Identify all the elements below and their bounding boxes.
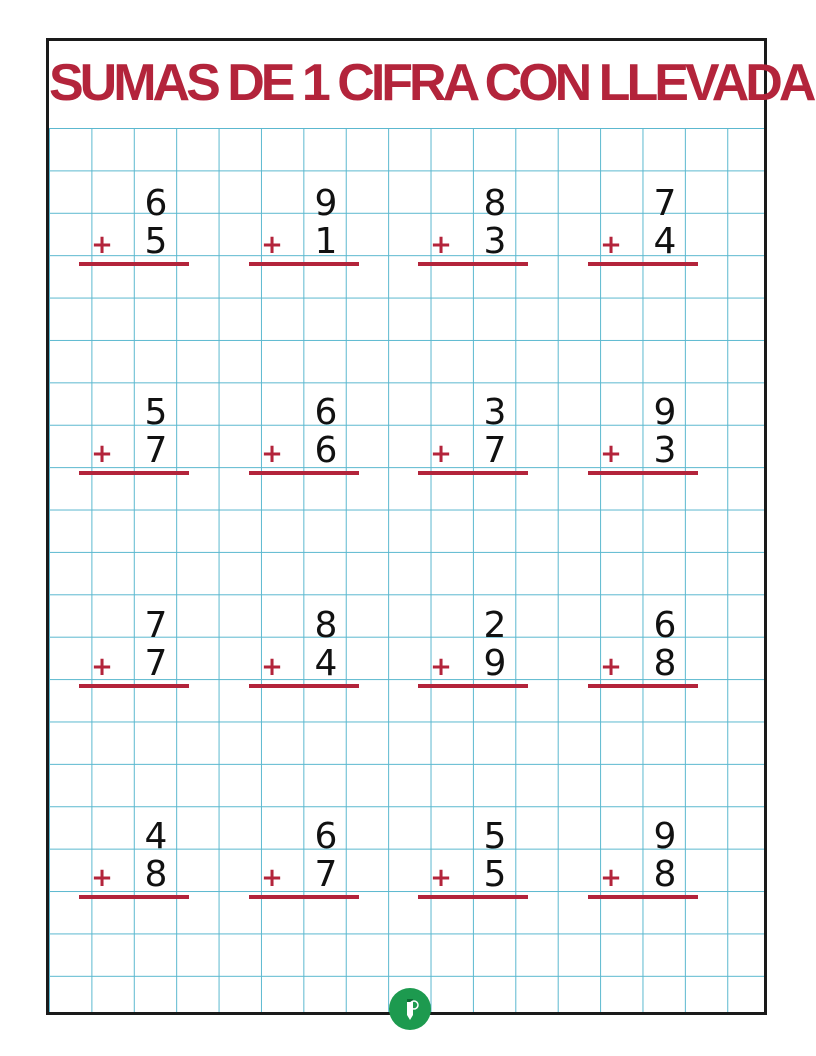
bottom-addend: 7 [314, 854, 338, 895]
pencil-logo-icon [389, 988, 431, 1030]
addition-problem [79, 183, 189, 266]
top-addend: 9 [653, 392, 677, 433]
bottom-addend: 3 [653, 430, 677, 471]
sum-line [79, 471, 189, 475]
plus-sign: + [600, 439, 622, 469]
plus-sign: + [430, 439, 452, 469]
worksheet-frame [46, 38, 813, 1015]
sum-line [79, 684, 189, 688]
bottom-addend: 8 [144, 854, 168, 895]
bottom-addend: 7 [144, 643, 168, 684]
addition-problem [418, 392, 528, 475]
addition-problem [249, 392, 359, 475]
top-addend: 9 [314, 183, 338, 224]
addition-problem [249, 183, 359, 266]
plus-sign: + [600, 863, 622, 893]
addition-problem [249, 816, 359, 899]
bottom-addend: 4 [314, 643, 338, 684]
plus-sign: + [91, 230, 113, 260]
plus-sign: + [261, 439, 283, 469]
sum-line [418, 895, 528, 899]
top-addend: 8 [314, 605, 338, 646]
addition-problem [588, 392, 698, 475]
addition-problem [79, 392, 189, 475]
plus-sign: + [91, 439, 113, 469]
bottom-addend: 8 [653, 643, 677, 684]
sum-line [588, 684, 698, 688]
addition-problem [79, 605, 189, 688]
bottom-addend: 9 [483, 643, 507, 684]
sum-line [418, 684, 528, 688]
sum-line [588, 471, 698, 475]
plus-sign: + [261, 863, 283, 893]
bottom-addend: 4 [653, 221, 677, 262]
bottom-addend: 7 [483, 430, 507, 471]
sum-line [79, 262, 189, 266]
sum-line [249, 262, 359, 266]
bottom-addend: 1 [314, 221, 338, 262]
addition-problem [249, 605, 359, 688]
sum-line [79, 895, 189, 899]
top-addend: 4 [144, 816, 168, 857]
addition-problem [418, 816, 528, 899]
addition-problem [418, 605, 528, 688]
top-addend: 6 [653, 605, 677, 646]
top-addend: 6 [314, 816, 338, 857]
top-addend: 6 [314, 392, 338, 433]
bottom-addend: 8 [653, 854, 677, 895]
plus-sign: + [430, 863, 452, 893]
plus-sign: + [430, 230, 452, 260]
bottom-addend: 6 [314, 430, 338, 471]
plus-sign: + [600, 652, 622, 682]
sum-line [418, 471, 528, 475]
bottom-addend: 7 [144, 430, 168, 471]
sum-line [588, 895, 698, 899]
top-addend: 6 [144, 183, 168, 224]
plus-sign: + [91, 863, 113, 893]
top-addend: 8 [483, 183, 507, 224]
top-addend: 5 [144, 392, 168, 433]
top-addend: 5 [483, 816, 507, 857]
bottom-addend: 5 [483, 854, 507, 895]
bottom-addend: 3 [483, 221, 507, 262]
plus-sign: + [430, 652, 452, 682]
top-addend: 7 [144, 605, 168, 646]
addition-problem [79, 816, 189, 899]
addition-problem [588, 816, 698, 899]
top-addend: 9 [653, 816, 677, 857]
addition-problem [588, 183, 698, 266]
top-addend: 7 [653, 183, 677, 224]
plus-sign: + [261, 230, 283, 260]
worksheet-title: SUMAS DE 1 CIFRA CON LLEVADA [49, 54, 813, 112]
bottom-addend: 5 [144, 221, 168, 262]
addition-problem [588, 605, 698, 688]
plus-sign: + [600, 230, 622, 260]
sum-line [249, 471, 359, 475]
sum-line [249, 895, 359, 899]
top-addend: 2 [483, 605, 507, 646]
top-addend: 3 [483, 392, 507, 433]
sum-line [588, 262, 698, 266]
sum-line [249, 684, 359, 688]
addition-problem [418, 183, 528, 266]
plus-sign: + [91, 652, 113, 682]
sum-line [418, 262, 528, 266]
plus-sign: + [261, 652, 283, 682]
